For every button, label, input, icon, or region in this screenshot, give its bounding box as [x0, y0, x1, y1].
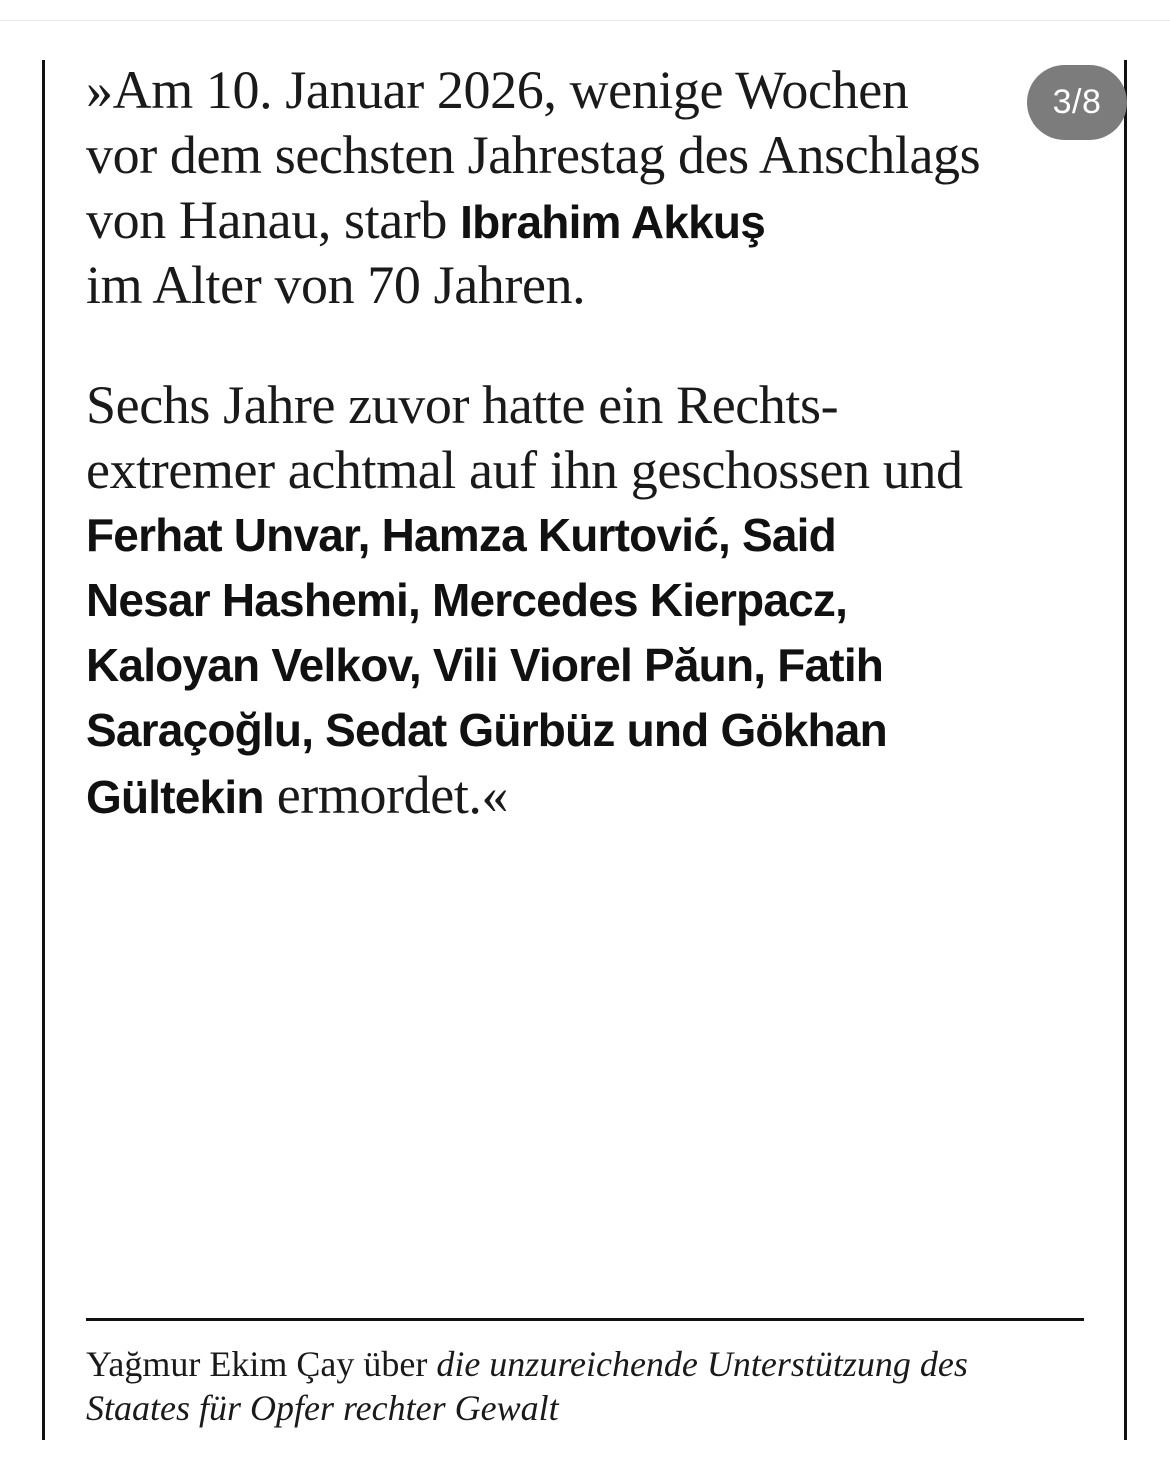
victim-name: Gültekin: [86, 771, 264, 823]
quote-text: von Hanau, starb: [86, 190, 461, 250]
paragraph-spacer: [86, 318, 1116, 373]
victim-names-line: Kaloyan Velkov, Vili Viorel Păun, Fatih: [86, 639, 884, 691]
caption-line: [86, 1342, 1086, 1386]
victim-name: Ibrahim Akkuş: [460, 196, 765, 248]
top-divider: [0, 20, 1170, 21]
quote-block: [86, 58, 1116, 828]
caption-divider: [86, 1318, 1084, 1321]
quote-text: ermordet.«: [263, 765, 509, 825]
victim-names-line: Nesar Hashemi, Mercedes Kierpacz,: [86, 574, 848, 626]
slide-counter-text: 3/8: [1052, 83, 1102, 121]
quote-line: vor dem sechsten Jahrestag des Anschlags: [86, 125, 981, 185]
frame-right-rule: [1124, 60, 1127, 1440]
quote-line: [86, 188, 1116, 253]
quote-paragraph-2: [86, 373, 1116, 828]
caption: [86, 1342, 1086, 1430]
caption-topic: die unzureichende Unterstützung des: [436, 1344, 968, 1384]
caption-topic: Staates für Opfer rechter Gewalt: [86, 1388, 559, 1428]
caption-author: Yağmur Ekim Çay über: [86, 1344, 437, 1384]
quote-line: extremer achtmal auf ihn geschossen und: [86, 440, 963, 500]
quote-line: [86, 763, 1116, 828]
quote-line: Sechs Jahre zuvor hatte ein Rechts-: [86, 375, 839, 435]
frame-left-rule: [42, 60, 45, 1440]
quote-line: im Alter von 70 Jahren.: [86, 255, 586, 315]
quote-line: »Am 10. Januar 2026, wenige Wochen: [86, 60, 909, 120]
caption-line: [86, 1386, 1086, 1430]
victim-names-line: Ferhat Unvar, Hamza Kurtović, Said: [86, 509, 836, 561]
victim-names-line: Saraçoğlu, Sedat Gürbüz und Gökhan: [86, 704, 887, 756]
quote-paragraph-1: [86, 58, 1116, 318]
